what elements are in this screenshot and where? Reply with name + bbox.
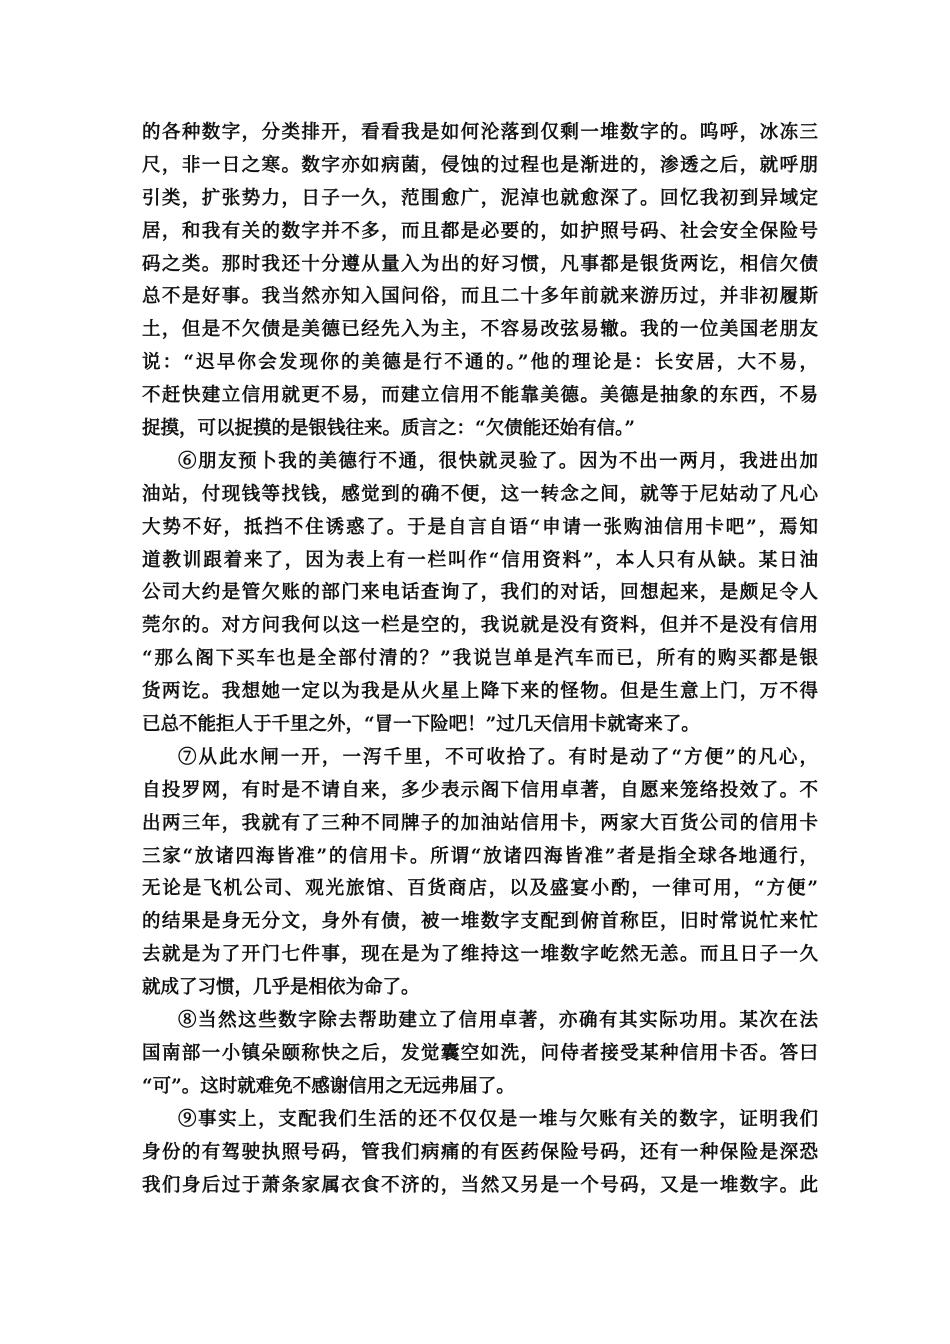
article-body (142, 117, 818, 1202)
text-line: ⑧当然这些数字除去帮助建立了信用卓著，亦确有其实际功用。某次在法 (178, 1010, 818, 1032)
text-line: 国南部一小镇朵颐称快之后，发觉囊空如洗，问侍者接受某种信用卡否。答曰 (142, 1042, 818, 1064)
text-line: 货两讫。我想她一定以为我是从火星上降下来的怪物。但是生意上门，万不得 (142, 681, 818, 703)
text-line: 的结果是身无分文，身外有债，被一堆数字支配到俯首称臣，旧时常说忙来忙 (142, 911, 818, 933)
text-line: 不赶快建立信用就更不易，而建立信用不能靠美德。美德是抽象的东西，不易 (142, 385, 818, 407)
text-line: 说：“迟早你会发现你的美德是行不通的。”他的理论是：长安居，大不易， (142, 352, 818, 374)
paragraph-8 (142, 1005, 818, 1104)
text-line: 公司大约是管欠账的部门来电话查询了，我们的对话，回想起来，是颇足令人 (142, 582, 818, 604)
text-line: ⑨事实上，支配我们生活的还不仅仅是一堆与欠账有关的数字，证明我们 (178, 1108, 818, 1130)
text-line: 出两三年，我就有了三种不同牌子的加油站信用卡，两家大百货公司的信用卡 (142, 812, 818, 834)
text-line: ⑥朋友预卜我的美德行不通，很快就灵验了。因为不出一两月，我进出加 (178, 450, 818, 472)
text-line: 油站，付现钱等找钱，感觉到的确不便，这一转念之间，就等于尼姑动了凡心 (142, 483, 818, 505)
text-line: 莞尔的。对方问我何以这一栏是空的，我说就是没有资料，但并不是没有信用 (142, 615, 818, 637)
text-line: 我们身后过于萧条家属衣食不济的，当然又另是一个号码，又是一堆数字。此 (142, 1174, 818, 1196)
text-line: 尺，非一日之寒。数字亦如病菌，侵蚀的过程也是渐进的，渗透之后，就呼朋 (142, 154, 818, 176)
text-line: 无论是飞机公司、观光旅馆、百货商店，以及盛宴小酌，一律可用，“方便” (142, 878, 818, 900)
text-line: 自投罗网，有时是不请自来，多少表示阁下信用卓著，自愿来笼络投效了。不 (142, 779, 818, 801)
paragraph-5-continued (142, 117, 818, 446)
text-line: “可”。这时就难免不感谢信用之无远弗届了。 (142, 1075, 515, 1097)
paragraph-9 (142, 1104, 818, 1203)
text-line: 引类，扩张势力，日子一久，范围愈广，泥淖也就愈深了。回忆我初到异域定 (142, 187, 818, 209)
paragraph-7 (142, 742, 818, 1005)
text-line: 码之类。那时我还十分遵从量入为出的好习惯，凡事都是银货两讫，相信欠债 (142, 253, 818, 275)
text-line: “那么阁下买车也是全部付清的？”我说岂单是汽车而已，所有的购买都是银 (142, 648, 818, 670)
text-line: 去就是为了开门七件事，现在是为了维持这一堆数字屹然无恙。而且日子一久 (142, 944, 818, 966)
text-line: 就成了习惯，几乎是相依为命了。 (142, 977, 420, 999)
text-line: 三家“放诸四海皆准”的信用卡。所谓“放诸四海皆准”者是指全球各地通行， (142, 845, 818, 867)
text-line: ⑦从此水闸一开，一泻千里，不可收拾了。有时是动了“方便”的凡心， (178, 746, 818, 768)
text-line: 土，但是不欠债是美德已经先入为主，不容易改弦易辙。我的一位美国老朋友 (142, 319, 818, 341)
text-line: 捉摸，可以捉摸的是银钱往来。质言之：“欠债能还始有信。” (142, 418, 636, 440)
text-line: 身份的有驾驶执照号码，管我们病痛的有医药保险号码，还有一种保险是深恐 (142, 1141, 818, 1163)
text-line: 已总不能拒人于千里之外，“冒一下险吧！”过几天信用卡就寄来了。 (142, 714, 700, 736)
text-line: 大势不好，抵挡不住诱惑了。于是自言自语“申请一张购油信用卡吧”，焉知 (142, 516, 818, 538)
text-line: 居，和我有关的数字并不多，而且都是必要的，如护照号码、社会安全保险号 (142, 220, 818, 242)
text-line: 道教训跟着来了，因为表上有一栏叫作“信用资料”，本人只有从缺。某日油 (142, 549, 818, 571)
text-line: 总不是好事。我当然亦知入国问俗，而且二十多年前就来游历过，并非初履斯 (142, 286, 818, 308)
text-line: 的各种数字，分类排开，看看我是如何沦落到仅剩一堆数字的。呜呼，冰冻三 (142, 122, 818, 143)
paragraph-6 (142, 446, 818, 742)
